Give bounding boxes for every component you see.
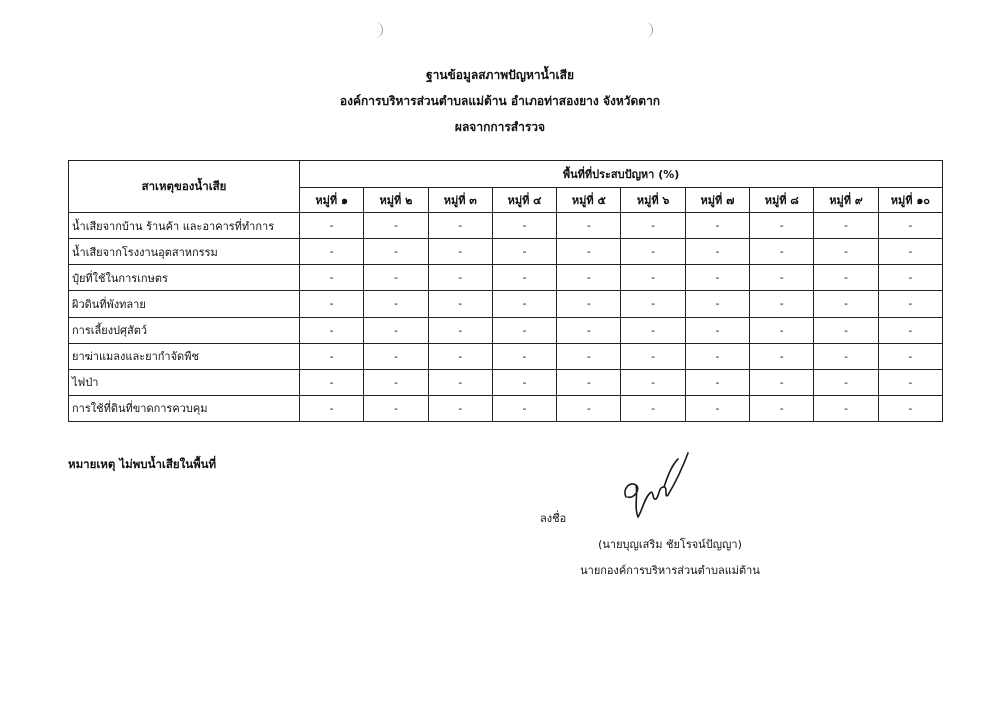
percentage-cell: - xyxy=(300,317,364,343)
percentage-cell: - xyxy=(557,291,621,317)
cause-cell: ปุ๋ยที่ใช้ในการเกษตร xyxy=(69,265,300,291)
percentage-cell: - xyxy=(750,343,814,369)
percentage-cell: - xyxy=(621,395,685,421)
percentage-cell: - xyxy=(492,395,556,421)
percentage-cell: - xyxy=(557,395,621,421)
percentage-cell: - xyxy=(750,213,814,239)
percentage-cell: - xyxy=(878,265,942,291)
percentage-cell: - xyxy=(878,395,942,421)
percentage-cell: - xyxy=(364,369,428,395)
percentage-cell: - xyxy=(300,213,364,239)
document-header xyxy=(0,62,1000,140)
affected-area-header: พื้นที่ที่ประสบปัญหา (%) xyxy=(300,161,943,188)
village-header: หมู่ที่ ๓ xyxy=(428,188,492,213)
percentage-cell: - xyxy=(878,317,942,343)
village-header: หมู่ที่ ๕ xyxy=(557,188,621,213)
percentage-cell: - xyxy=(364,343,428,369)
percentage-cell: - xyxy=(557,239,621,265)
percentage-cell: - xyxy=(492,317,556,343)
cause-cell: ยาฆ่าแมลงและยากำจัดพืช xyxy=(69,343,300,369)
percentage-cell: - xyxy=(814,291,878,317)
percentage-cell: - xyxy=(557,343,621,369)
cause-cell: น้ำเสียจากบ้าน ร้านค้า และอาคารที่ทำการ xyxy=(69,213,300,239)
percentage-cell: - xyxy=(814,265,878,291)
percentage-cell: - xyxy=(621,343,685,369)
percentage-cell: - xyxy=(750,395,814,421)
percentage-cell: - xyxy=(685,369,749,395)
percentage-cell: - xyxy=(364,239,428,265)
percentage-cell: - xyxy=(685,395,749,421)
percentage-cell: - xyxy=(492,369,556,395)
village-header: หมู่ที่ ๘ xyxy=(750,188,814,213)
percentage-cell: - xyxy=(814,369,878,395)
percentage-cell: - xyxy=(814,239,878,265)
table-row xyxy=(69,369,943,395)
percentage-cell: - xyxy=(750,265,814,291)
percentage-cell: - xyxy=(300,265,364,291)
percentage-cell: - xyxy=(685,213,749,239)
percentage-cell: - xyxy=(364,395,428,421)
percentage-cell: - xyxy=(557,265,621,291)
percentage-cell: - xyxy=(428,239,492,265)
document-subtitle: ผลจากการสำรวจ xyxy=(454,120,546,134)
percentage-cell: - xyxy=(300,369,364,395)
percentage-cell: - xyxy=(685,317,749,343)
village-header: หมู่ที่ ๖ xyxy=(621,188,685,213)
village-header: หมู่ที่ ๑๐ xyxy=(878,188,942,213)
percentage-cell: - xyxy=(428,213,492,239)
percentage-cell: - xyxy=(878,213,942,239)
percentage-cell: - xyxy=(814,395,878,421)
cause-cell: การใช้ที่ดินที่ขาดการควบคุม xyxy=(69,395,300,421)
table-row xyxy=(69,395,943,421)
percentage-cell: - xyxy=(300,395,364,421)
wastewater-survey-table xyxy=(68,160,943,422)
percentage-cell: - xyxy=(750,291,814,317)
percentage-cell: - xyxy=(492,291,556,317)
village-header: หมู่ที่ ๒ xyxy=(364,188,428,213)
table-row xyxy=(69,317,943,343)
percentage-cell: - xyxy=(300,343,364,369)
percentage-cell: - xyxy=(621,291,685,317)
percentage-cell: - xyxy=(557,317,621,343)
percentage-cell: - xyxy=(685,343,749,369)
cause-cell: การเลี้ยงปศุสัตว์ xyxy=(69,317,300,343)
percentage-cell: - xyxy=(300,239,364,265)
table-row xyxy=(69,291,943,317)
cause-cell: น้ำเสียจากโรงงานอุตสาหกรรม xyxy=(69,239,300,265)
cause-cell: ผิวดินที่พังทลาย xyxy=(69,291,300,317)
percentage-cell: - xyxy=(685,239,749,265)
village-header: หมู่ที่ ๙ xyxy=(814,188,878,213)
village-header: หมู่ที่ ๑ xyxy=(300,188,364,213)
handwritten-signature xyxy=(608,445,698,525)
percentage-cell: - xyxy=(621,213,685,239)
document-title: ฐานข้อมูลสภาพปัญหาน้ำเสีย xyxy=(425,68,574,82)
percentage-cell: - xyxy=(428,369,492,395)
percentage-cell: - xyxy=(557,213,621,239)
village-header: หมู่ที่ ๔ xyxy=(492,188,556,213)
percentage-cell: - xyxy=(492,343,556,369)
percentage-cell: - xyxy=(428,317,492,343)
signature-label: ลงชื่อ xyxy=(540,512,567,525)
percentage-cell: - xyxy=(814,317,878,343)
organization-line: องค์การบริหารส่วนตำบลแม่ต้าน อำเภอท่าสองยาง จังหวัดตาก xyxy=(339,94,661,108)
percentage-cell: - xyxy=(878,239,942,265)
percentage-cell: - xyxy=(878,343,942,369)
percentage-cell: - xyxy=(750,317,814,343)
percentage-cell: - xyxy=(621,265,685,291)
cause-cell: ไฟป่า xyxy=(69,369,300,395)
percentage-cell: - xyxy=(878,291,942,317)
percentage-cell: - xyxy=(428,291,492,317)
percentage-cell: - xyxy=(364,291,428,317)
percentage-cell: - xyxy=(878,369,942,395)
punch-hole-right xyxy=(642,22,653,38)
cause-column-header: สาเหตุของน้ำเสีย xyxy=(69,161,300,213)
percentage-cell: - xyxy=(750,369,814,395)
table-row xyxy=(69,213,943,239)
signer-position: นายกองค์การบริหารส่วนตำบลแม่ต้าน xyxy=(580,564,760,577)
percentage-cell: - xyxy=(428,343,492,369)
percentage-cell: - xyxy=(492,265,556,291)
percentage-cell: - xyxy=(685,291,749,317)
percentage-cell: - xyxy=(621,239,685,265)
percentage-cell: - xyxy=(492,213,556,239)
percentage-cell: - xyxy=(621,317,685,343)
signer-name: (นายบุญเสริม ชัยโรจน์ปัญญา) xyxy=(598,538,742,551)
table-row xyxy=(69,239,943,265)
table-row xyxy=(69,343,943,369)
percentage-cell: - xyxy=(685,265,749,291)
percentage-cell: - xyxy=(428,265,492,291)
percentage-cell: - xyxy=(428,395,492,421)
table-row xyxy=(69,265,943,291)
percentage-cell: - xyxy=(300,291,364,317)
percentage-cell: - xyxy=(492,239,556,265)
percentage-cell: - xyxy=(364,213,428,239)
punch-hole-left xyxy=(372,22,383,38)
percentage-cell: - xyxy=(814,213,878,239)
percentage-cell: - xyxy=(621,369,685,395)
percentage-cell: - xyxy=(557,369,621,395)
remark-note: หมายเหตุ ไม่พบน้ำเสียในพื้นที่ xyxy=(68,457,217,471)
percentage-cell: - xyxy=(750,239,814,265)
percentage-cell: - xyxy=(364,317,428,343)
percentage-cell: - xyxy=(814,343,878,369)
village-header: หมู่ที่ ๗ xyxy=(685,188,749,213)
percentage-cell: - xyxy=(364,265,428,291)
